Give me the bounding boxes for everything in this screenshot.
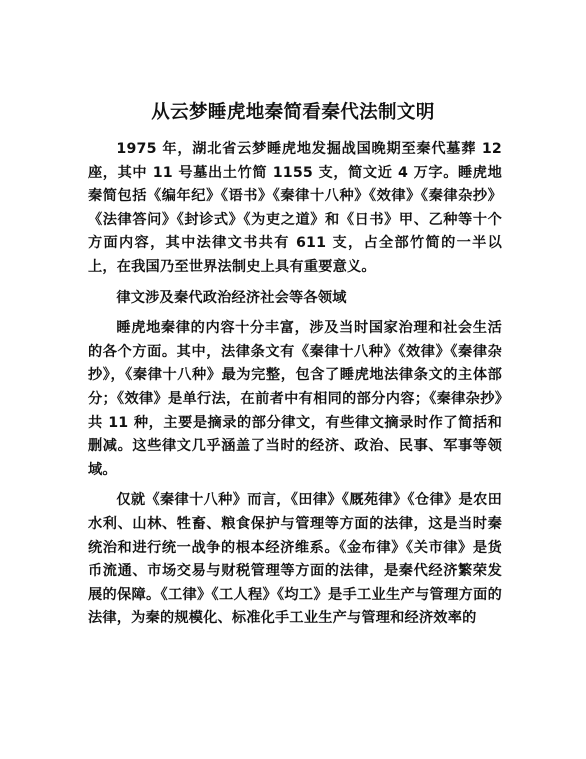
- paragraph-intro: 1975 年，湖北省云梦睡虎地发掘战国晚期至秦代墓葬 12 座，其中 11 号墓出土竹简 1155 支，简文近 4 万字。睡虎地秦简包括《编年纪》《语书》《秦律十八种》《效律》《秦律杂抄》《法律答问》《封诊式》《为吏之道》和《日书》甲、乙种等十个方面内容，其中法律文书共有 611 支，占全部竹简的一半以上，在我国乃至世界法制史上具有重要意义。: [88, 141, 502, 275]
- document-body: [88, 138, 502, 631]
- document-title: 从云梦睡虎地秦简看秦代法制文明: [151, 102, 435, 123]
- section-heading: 律文涉及秦代政治经济社会等各领域: [116, 289, 347, 306]
- paragraph-content: 睡虎地秦律的内容十分丰富，涉及当时国家治理和社会生活的各个方面。其中，法律条文有《秦律十八种》《效律》《秦律杂抄》，《秦律十八种》最为完整，包含了睡虎地法律条文的主体部分；《效律》是单行法，在前者中有相同的部分内容；《秦律杂抄》共 11 种，主要是摘录的部分律文，有些律文摘录时作了简括和删减。这些律文几乎涵盖了当时的经济、政治、民事、军事等领域。: [88, 320, 502, 478]
- paragraph-eighteen-laws: 仅就《秦律十八种》而言，《田律》《厩苑律》《仓律》是农田水利、山林、牲畜、粮食保护与管理等方面的法律，这是当时秦统治和进行统一战争的根本经济维系。《金布律》《关市律》是货币流通、市场交易与财税管理等方面的法律，是秦代经济繁荣发展的保障。《工律》《工人程》《均工》是手工业生产与管理方面的法律，为秦的规模化、标准化手工业生产与管理和经济效率的: [88, 492, 502, 627]
